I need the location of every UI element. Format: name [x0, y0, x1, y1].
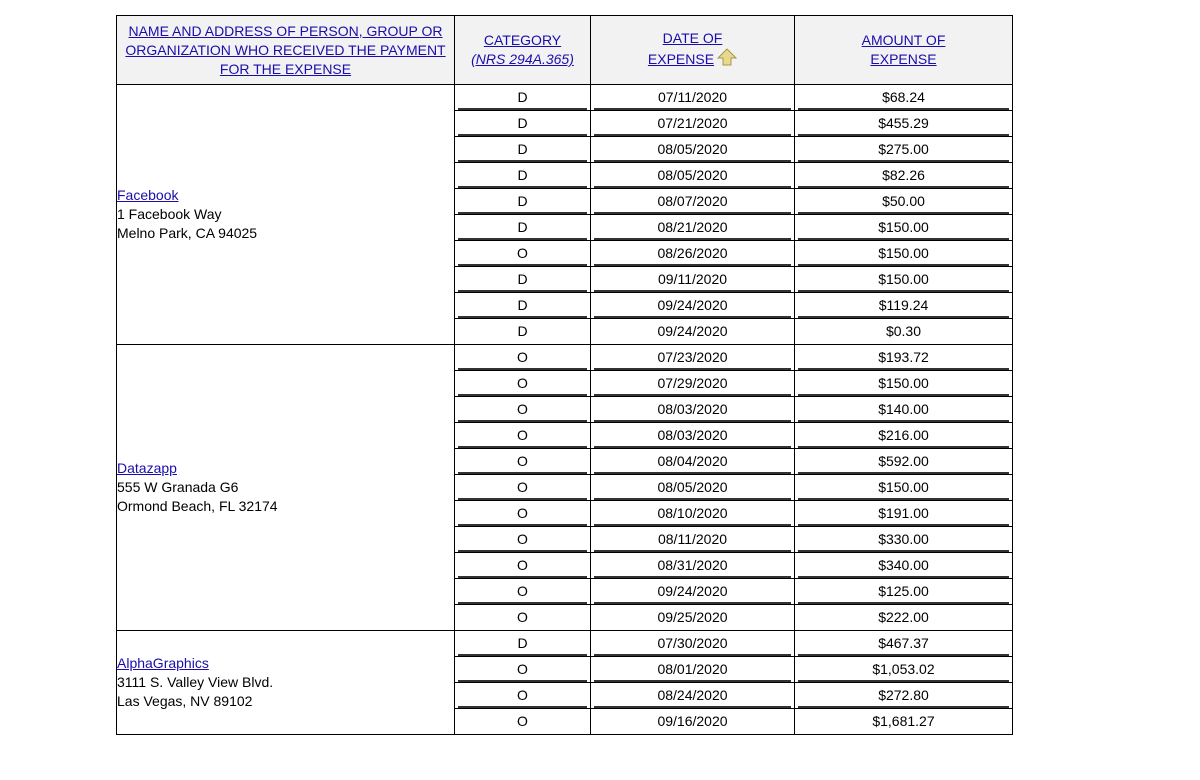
category-cell [455, 267, 591, 293]
date-cell-value: 08/03/2020 [594, 423, 791, 448]
date-cell-value: 08/10/2020 [594, 501, 791, 526]
date-cell-value: 08/05/2020 [594, 163, 791, 188]
date-cell-value: 08/07/2020 [594, 189, 791, 214]
payee-header[interactable] [117, 16, 455, 85]
category-header[interactable] [455, 16, 591, 85]
category-cell [455, 293, 591, 319]
date-cell-value: 08/31/2020 [594, 553, 791, 578]
amount-cell-value: $119.24 [798, 293, 1009, 318]
date-cell [591, 345, 795, 371]
amount-cell-value: $216.00 [798, 423, 1009, 448]
date-cell [591, 319, 795, 345]
category-cell [455, 319, 591, 345]
amount-cell-value: $82.26 [798, 163, 1009, 188]
expense-table [116, 15, 1013, 735]
amount-cell [795, 397, 1013, 423]
category-cell [455, 137, 591, 163]
amount-cell-value: $50.00 [798, 189, 1009, 214]
amount-cell-value: $272.80 [798, 683, 1009, 708]
category-cell-value: O [458, 657, 587, 682]
payee-address-line2: Ormond Beach, FL 32174 [117, 498, 278, 514]
amount-cell-value: $150.00 [798, 215, 1009, 240]
amount-cell [795, 137, 1013, 163]
category-cell-value: D [458, 189, 587, 214]
date-cell [591, 137, 795, 163]
amount-cell-value: $68.24 [798, 85, 1009, 110]
amount-cell [795, 423, 1013, 449]
payee-cell [117, 631, 455, 735]
category-cell-value: O [517, 713, 528, 729]
date-header-link[interactable]: DATE OF [662, 30, 723, 46]
amount-cell-value: $222.00 [878, 609, 929, 625]
payee-group [117, 631, 1013, 735]
date-cell-value: 07/23/2020 [594, 345, 791, 370]
payee-cell [117, 85, 455, 345]
date-cell-value: 09/24/2020 [594, 293, 791, 318]
category-cell [455, 111, 591, 137]
date-cell-value: 09/25/2020 [657, 609, 728, 625]
category-cell [455, 657, 591, 683]
date-cell [591, 241, 795, 267]
date-cell-value: 07/11/2020 [594, 85, 791, 110]
date-cell-value: 07/30/2020 [594, 631, 791, 656]
date-cell [591, 631, 795, 657]
category-cell-value: D [458, 111, 587, 136]
table-row [117, 85, 1013, 111]
amount-cell-value: $455.29 [798, 111, 1009, 136]
date-cell-value: 08/24/2020 [594, 683, 791, 708]
payee-address-line1: 555 W Granada G6 [117, 479, 239, 495]
category-cell-value: O [458, 579, 587, 604]
payee-address-line2: Melno Park, CA 94025 [117, 225, 258, 241]
category-cell-value: D [517, 323, 528, 339]
date-cell-value: 08/05/2020 [594, 475, 791, 500]
category-cell [455, 215, 591, 241]
date-cell-value: 08/05/2020 [594, 137, 791, 162]
table-row [117, 345, 1013, 371]
payee-name-link[interactable]: AlphaGraphics [117, 655, 209, 671]
payee-group [117, 85, 1013, 345]
amount-cell-value: $592.00 [798, 449, 1009, 474]
payee-group [117, 345, 1013, 631]
payee-address-line1: 3111 S. Valley View Blvd. [117, 674, 274, 690]
date-cell-value: 07/21/2020 [594, 111, 791, 136]
category-cell [455, 423, 591, 449]
payee-address-line2: Las Vegas, NV 89102 [117, 693, 253, 709]
amount-cell-value: $125.00 [798, 579, 1009, 604]
amount-cell [795, 657, 1013, 683]
amount-cell [795, 527, 1013, 553]
amount-cell [795, 267, 1013, 293]
date-cell [591, 423, 795, 449]
date-cell-value: 09/11/2020 [594, 267, 791, 292]
category-cell-value: O [458, 423, 587, 448]
category-cell-value: D [458, 137, 587, 162]
date-cell [591, 189, 795, 215]
category-cell [455, 709, 591, 735]
date-cell [591, 371, 795, 397]
category-cell-value: O [458, 475, 587, 500]
category-cell [455, 397, 591, 423]
category-cell [455, 163, 591, 189]
date-cell [591, 397, 795, 423]
payee-address-line1: 1 Facebook Way [117, 206, 222, 222]
category-cell-value: D [458, 163, 587, 188]
category-cell-value: O [458, 527, 587, 552]
amount-cell [795, 163, 1013, 189]
category-cell-value: D [458, 267, 587, 292]
date-cell [591, 657, 795, 683]
date-cell [591, 449, 795, 475]
amount-cell-value: $275.00 [798, 137, 1009, 162]
category-cell-value: O [458, 371, 587, 396]
payee-header-link[interactable]: NAME AND ADDRESS OF PERSON, GROUP OR ORGANIZATION WHO RECEIVED THE PAYMENT FOR THE EXPENSE [125, 22, 446, 77]
date-header-link-2[interactable]: EXPENSE [647, 51, 715, 67]
date-cell-value: 09/24/2020 [594, 579, 791, 604]
date-cell-value: 08/11/2020 [594, 527, 791, 552]
category-cell-value: O [458, 501, 587, 526]
category-cell-value: D [458, 215, 587, 240]
amount-cell [795, 579, 1013, 605]
amount-cell-value: $150.00 [798, 241, 1009, 266]
amount-cell-value: $150.00 [798, 475, 1009, 500]
date-cell [591, 579, 795, 605]
date-cell [591, 553, 795, 579]
category-cell [455, 85, 591, 111]
amount-cell [795, 85, 1013, 111]
amount-cell-value: $467.37 [798, 631, 1009, 656]
amount-cell [795, 605, 1013, 631]
category-cell-value: D [458, 293, 587, 318]
amount-header-link-2[interactable]: EXPENSE [870, 51, 937, 67]
category-statute-link[interactable]: (NRS 294A.365) [471, 51, 574, 67]
category-cell [455, 345, 591, 371]
amount-cell [795, 215, 1013, 241]
amount-cell [795, 709, 1013, 735]
amount-cell [795, 683, 1013, 709]
category-cell [455, 241, 591, 267]
category-header-link[interactable]: CATEGORY [483, 32, 562, 48]
category-cell [455, 605, 591, 631]
amount-cell [795, 345, 1013, 371]
date-cell [591, 527, 795, 553]
date-cell-value: 09/16/2020 [657, 713, 728, 729]
date-cell [591, 267, 795, 293]
date-cell [591, 605, 795, 631]
amount-cell [795, 189, 1013, 215]
category-cell [455, 683, 591, 709]
amount-cell-value: $140.00 [798, 397, 1009, 422]
category-cell [455, 189, 591, 215]
sort-up-arrow-icon[interactable] [717, 48, 737, 71]
date-cell-value: 08/21/2020 [594, 215, 791, 240]
amount-cell-value: $1,053.02 [798, 657, 1009, 682]
amount-cell-value: $0.30 [885, 323, 922, 339]
date-cell-value: 07/29/2020 [594, 371, 791, 396]
amount-header[interactable] [795, 16, 1013, 85]
category-cell-value: D [458, 631, 587, 656]
amount-cell-value: $150.00 [798, 371, 1009, 396]
amount-cell [795, 631, 1013, 657]
amount-cell [795, 371, 1013, 397]
amount-cell [795, 475, 1013, 501]
header-row [117, 16, 1013, 85]
date-cell-value: 08/26/2020 [594, 241, 791, 266]
category-cell-value: O [458, 397, 587, 422]
category-cell [455, 371, 591, 397]
amount-header-link[interactable]: AMOUNT OF [861, 32, 946, 48]
category-cell-value: D [458, 85, 587, 110]
date-cell [591, 163, 795, 189]
date-cell [591, 475, 795, 501]
payee-cell [117, 345, 455, 631]
date-cell [591, 709, 795, 735]
amount-cell-value: $193.72 [798, 345, 1009, 370]
date-cell-value: 08/01/2020 [594, 657, 791, 682]
amount-cell-value: $330.00 [798, 527, 1009, 552]
category-cell [455, 527, 591, 553]
category-cell-value: O [517, 609, 528, 625]
payee-name-link[interactable]: Datazapp [117, 460, 177, 476]
category-cell [455, 475, 591, 501]
category-cell [455, 631, 591, 657]
date-cell-value: 09/24/2020 [657, 323, 728, 339]
amount-cell [795, 241, 1013, 267]
date-cell [591, 215, 795, 241]
amount-cell [795, 111, 1013, 137]
amount-cell [795, 501, 1013, 527]
date-cell [591, 293, 795, 319]
table-row [117, 631, 1013, 657]
amount-cell-value: $340.00 [798, 553, 1009, 578]
category-cell-value: O [458, 449, 587, 474]
category-cell [455, 579, 591, 605]
category-cell [455, 449, 591, 475]
amount-cell [795, 553, 1013, 579]
date-cell [591, 85, 795, 111]
category-cell-value: O [458, 241, 587, 266]
amount-cell-value: $191.00 [798, 501, 1009, 526]
amount-cell [795, 293, 1013, 319]
category-cell [455, 553, 591, 579]
amount-cell [795, 449, 1013, 475]
payee-name-link[interactable]: Facebook [117, 187, 179, 203]
category-cell-value: O [458, 345, 587, 370]
category-cell-value: O [458, 683, 587, 708]
date-cell-value: 08/03/2020 [594, 397, 791, 422]
date-cell [591, 501, 795, 527]
amount-cell [795, 319, 1013, 345]
amount-cell-value: $1,681.27 [872, 713, 935, 729]
date-cell [591, 111, 795, 137]
date-cell [591, 683, 795, 709]
amount-cell-value: $150.00 [798, 267, 1009, 292]
category-cell [455, 501, 591, 527]
category-cell-value: O [458, 553, 587, 578]
date-header[interactable] [591, 16, 795, 85]
date-cell-value: 08/04/2020 [594, 449, 791, 474]
